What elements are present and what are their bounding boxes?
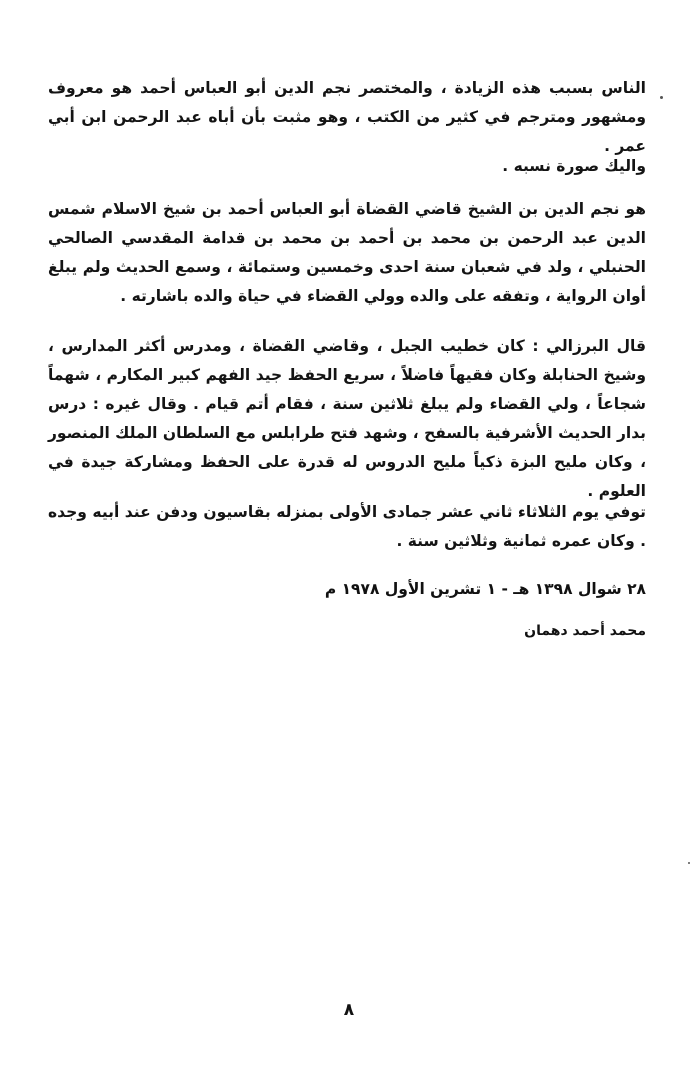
paragraph-intro [48,74,646,161]
paragraph-death [48,498,646,556]
page-number: ٨ [343,1000,355,1020]
paragraph-text: قال البرزالي : كان خطيب الجبل ، وقاضي القضاة ، ومدرس أكثر المدارس ، وشيخ الحنابلة وكان فقيهاً فاضلاً ، سريع الحفظ جيد الفهم كبير المكارم ، شهماً شجاعاً ، ولي القضاء ولم يبلغ ثلاثين سنة ، فقام أتم قيام . وقال غيره : درس بدار الحديث الأشرفية بالسفح ، وشهد فتح طرابلس مع السلطان الملك المنصور ، وكان مليح البزة ذكياً مليح الدروس له قدرة على الحفظ ومشاركة جيدة في العلوم . [48,337,646,500]
paragraph-lineage [48,195,646,311]
paragraph-text: هو نجم الدين بن الشيخ قاضي القضاة أبو العباس أحمد بن شيخ الاسلام شمس الدين عبد الرحمن بن محمد بن أحمد بن محمد بن قدامة المقدسي الصالحي الحنبلي ، ولد في شعبان سنة احدى وخمسين وستمائة ، وسمع الحديث ولم يبلغ أوان الرواية ، وتفقه على والده وولي القضاء في حياة والده باشارته . [48,200,646,305]
paragraph-lineage-heading [48,152,646,181]
paragraph-text: الناس بسبب هذه الزيادة ، والمختصر نجم الدين أبو العباس أحمد هو معروف ومشهور ومترجم في كثير من الكتب ، وهو مثبت بأن أباه عبد الرحمن ابن أبي عمر . [48,79,646,155]
author-signature: محمد أحمد دهمان [524,623,646,639]
scan-speck [660,96,663,99]
scan-speck [688,862,690,864]
paragraph-text: واليك صورة نسبه . [502,157,646,175]
paragraph-birzali-quote [48,332,646,506]
date-line: ٢٨ شوال ١٣٩٨ هـ - ١ تشرين الأول ١٩٧٨ م [324,580,646,598]
paragraph-text: توفي يوم الثلاثاء ثاني عشر جمادى الأولى بمنزله بقاسيون ودفن عند أبيه وجده . وكان عمره ثمانية وثلاثين سنة . [48,503,646,550]
